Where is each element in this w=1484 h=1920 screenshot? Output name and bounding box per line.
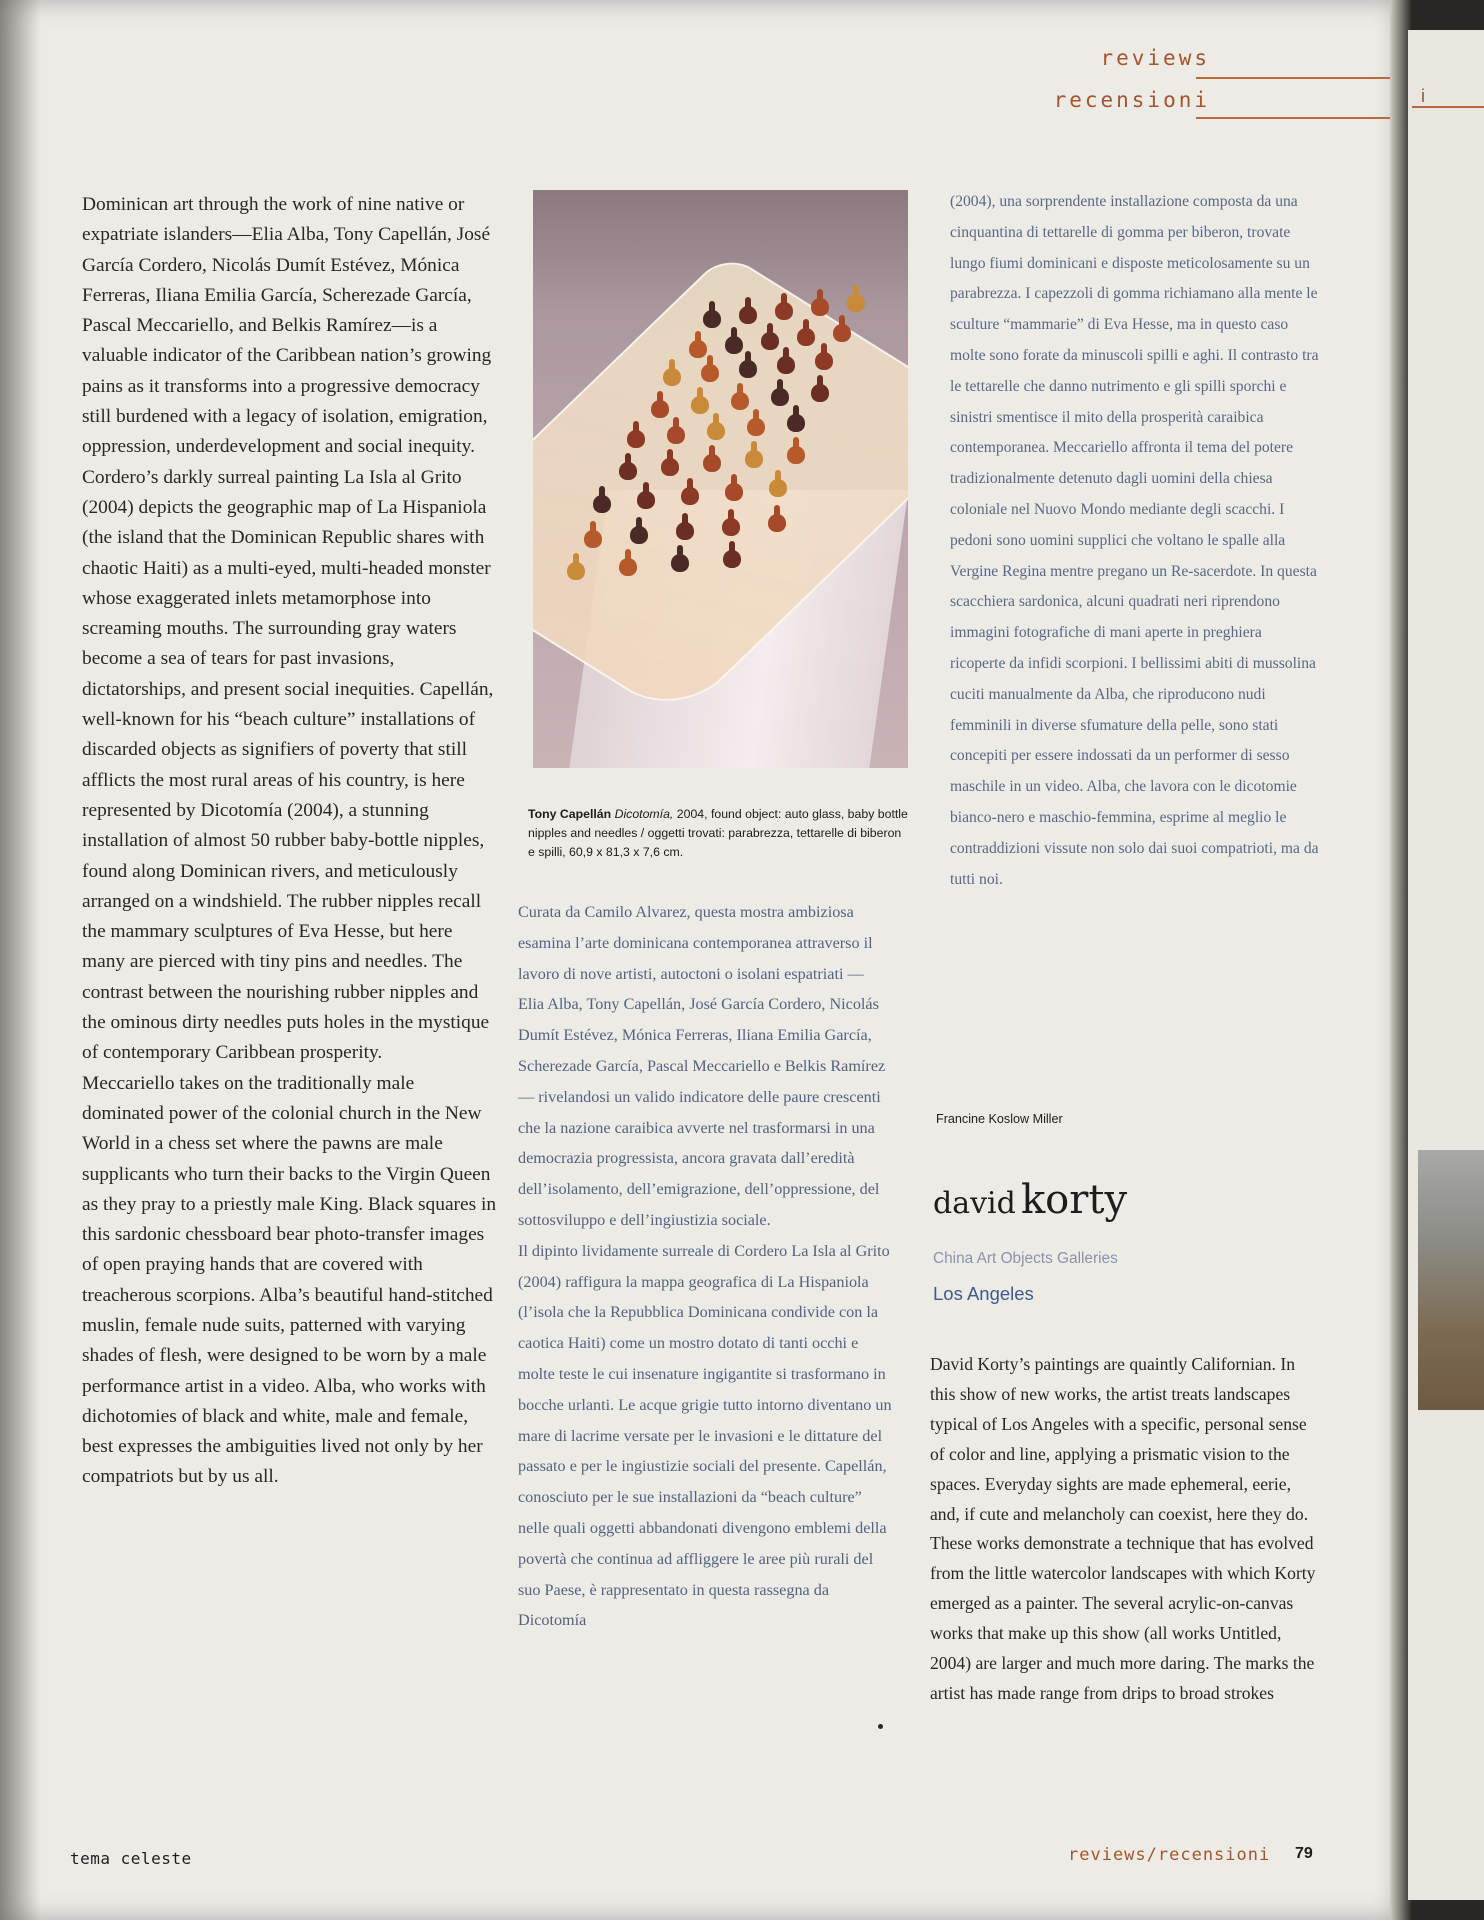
gallery-city: Los Angeles [933,1283,1034,1304]
nipple [722,518,740,536]
nipple [797,328,815,346]
artist-heading [933,1177,1127,1223]
caption-artist: Tony Capellán [528,807,612,821]
nipple [584,530,602,548]
nipple [703,454,721,472]
nipple [769,479,787,497]
adjacent-page-letter: i [1421,86,1425,106]
nipple [689,340,707,358]
caption-details: 2004, found object: auto glass, baby bottle nipples and needles / oggetti trovati: parabrezza, tettarelle di biberon e spilli, 60,9 x 81,3 x 7,6 cm. [528,807,908,859]
adjacent-page-photo [1418,1150,1484,1410]
nipple [739,306,757,324]
nipple [787,414,805,432]
gutter-shadow [0,0,40,1920]
nipple [745,450,763,468]
nipple [619,558,637,576]
review-english-paragraph-2: Meccariello takes on the traditionally male dominated power of the colonial church in the New World in a chess set where the pawns are male supplicants who turn their backs to the Virgin Queen as they pray to a priestly male King. Black squares in this sardonic chessboard bear photo-transfer images of open praying hands that are covered with treacherous scorpions. Alba’s beautiful hand-stitched muslin, female nude suits, patterned with varying shades of flesh, were designed to be worn by a male performance artist in a video. Alba, who works with dichotomies of black and white, male and female, best expresses the ambiguities lived not only by her compatriots but by us all. [82,1072,497,1488]
nipple [676,522,694,540]
caption-title: Dicotomía, [614,807,674,821]
nipple [663,368,681,386]
nipple [593,495,611,513]
page-number: 79 [1295,1845,1313,1862]
nipple [775,302,793,320]
nipple [725,483,743,501]
nipple [707,422,725,440]
header-rule-top [1196,77,1396,79]
photo-caption [528,805,908,862]
artist-first-name: david [933,1186,1016,1221]
artist-last-name: korty [1020,1177,1128,1223]
review-italian-paragraph-3: (2004), una sorprendente installazione composta da una cinquantina di tettarelle di gomma per biberon, trovate lungo fiumi dominicani e disposte meticolosamente su un parabrezza. I capezzoli di gomma richiamano alla mente le sculture “mammarie” di Eva Hesse, ma in questo caso molte sono forate da minuscoli spilli e aghi. Il contrasto tra le tettarelle che danno nutrimento e gli spilli sporchi e sinistri smentisce il mito della prosperità caraibica contemporanea. Meccariello affronta il tema del potere tradizionalmente detenuto dagli uomini della chiesa coloniale nel Nuovo Mondo mediante degli scacchi. I pedoni sono uomini supplici che voltano le spalle alla Vergine Regina mentre pregano un Re-sacerdote. In questa scacchiera sardonica, alcuni quadrati neri riprendono immagini fotografiche di mani aperte in preghiera ricoperte da infidi scorpioni. I bellissimi abiti di mussolina cuciti manualmente da Alba, che riproducono nudi femminili in diverse sfumature della pelle, sono stati concepiti per essere indossati da un performer di sesso maschile in un video. Alba, che lavora con le dicotomie bianco-nero e maschio-femmina, esprime al meglio le contraddizioni vissute non solo dai suoi compatrioti, ma da tutti noi. [950,193,1319,888]
nipple [811,384,829,402]
review-english-paragraph-1: Dominican art through the work of nine native or expatriate islanders—Elia Alba, Tony Capellán, José García Cordero, Nicolás Dumít Estévez, Mónica Ferreras, Iliana Emilia García, Scherezade García, Pascal Meccariello, and Belkis Ramírez—is a valuable indicator of the Caribbean nation’s growing pains as it transforms into a progressive democracy still burdened with a legacy of isolation, emigration, oppression, underdevelopment and social inequity. Cordero’s darkly surreal painting La Isla al Grito (2004) depicts the geographic map of La Hispaniola (the island that the Dominican Republic shares with chaotic Haiti) as a multi-eyed, multi-headed monster whose exaggerated inlets metamorphose into screaming mouths. The surrounding gray waters become a sea of tears for past invasions, dictatorships, and present social inequities. Capellán, well-known for his “beach culture” installations of discarded objects as signifiers of poverty that still afflicts the most rural areas of his country, is here represented by Dicotomía (2004), a stunning installation of almost 50 rubber baby-bottle nipples, found along Dominican rivers, and meticulously arranged on a windshield. The rubber nipples recall the mammary sculptures of Eva Hesse, but here many are pierced with tiny pins and needles. The contrast between the nourishing rubber nipples and the ominous dirty needles puts holes in the mystique of contemporary Caribbean prosperity. [82,194,494,1064]
nipple [731,392,749,410]
nipple [630,526,648,544]
print-dot [878,1724,883,1729]
review-italian-paragraph-1: Curata da Camilo Alvarez, questa mostra ambiziosa esamina l’arte dominicana contemporanea attraverso il lavoro di nove artisti, autoctoni o isolani espatriati — Elia Alba, Tony Capellán, José García Cordero, Nicolás Dumít Estévez, Mónica Ferreras, Iliana Emilia García, Scherezade García, Pascal Meccariello e Belkis Ramírez — rivelandosi un valido indicatore delle paure crescenti che la nazione caraibica avverte nel trasformarsi in una democrazia progressista, ancora gravata dall’eredità dell’isolamento, dell’emigrazione, dell’oppressione, del sottosviluppo e dell’ingiustizia sociale. [518,903,886,1229]
section-label-italian: recensioni [1053,88,1210,112]
adjacent-page [1408,30,1484,1900]
review-italian-paragraph-2: Il dipinto lividamente surreale di Cordero La Isla al Grito (2004) raffigura la mappa geografica di La Hispaniola (l’isola che la Repubblica Dominicana condivide con la caotica Haiti) come un mostro dotato di tanti occhi e molte teste le cui insenature ingigantite si trasformano in bocche urlanti. Le acque grigie tutto intorno diventano un mare di lacrime versate per le invasioni e le dittature del passato e per le ingiustizie sociali del presente. Capellán, conosciuto per le sue installazioni da “beach culture” nelle quali oggetti abbandonati divengono emblemi della povertà che continua ad affliggere le aree più rurali del suo Paese, è rappresentato in questa rassegna da Dicotomía [518,1241,892,1630]
review-korty-column [930,1350,1320,1709]
nipple [651,400,669,418]
nipple [671,554,689,572]
nipple [567,562,585,580]
nipple [725,336,743,354]
nipple [777,356,795,374]
review-italian-column-1 [518,897,893,1636]
nipple [723,550,741,568]
nipple [637,491,655,509]
header-rule-bottom [1196,117,1396,119]
nipple [811,298,829,316]
review-korty-paragraph: David Korty’s paintings are quaintly Californian. In this show of new works, the artist treats landscapes typical of Los Angeles with a specific, personal sense of color and line, applying a prismatic vision to the spaces. Everyday sights are made ephemeral, eerie, and, if cute and melancholy can coexist, here they do. These works demonstrate a technique that has evolved from the little watercolor landscapes with which Korty emerged as a painter. The several acrylic-on-canvas works that make up this show (all works Untitled, 2004) are larger and much more daring. The marks the artist has made range from drips to broad strokes [930,1354,1316,1703]
magazine-name: tema celeste [70,1849,192,1868]
review-italian-column-2 [950,187,1320,895]
review-author: Francine Koslow Miller [936,1112,1063,1126]
artwork-photo [533,190,908,768]
nipple [768,514,786,532]
nipple [739,360,757,378]
nipple [691,396,709,414]
nipple [627,430,645,448]
review-english-column [82,190,500,1493]
nipple [619,462,637,480]
nipple [787,446,805,464]
nipple [833,324,851,342]
nipple [815,352,833,370]
footer-section: reviews/recensioni [1068,1845,1271,1865]
gallery-name: China Art Objects Galleries [933,1250,1118,1267]
nipple [701,364,719,382]
nipple [681,487,699,505]
nipple [847,294,865,312]
nipple [661,458,679,476]
nipple [771,388,789,406]
nipple [703,310,721,328]
nipple [761,332,779,350]
nipple [747,418,765,436]
nipple [667,426,685,444]
section-label-english: reviews [1100,46,1210,70]
